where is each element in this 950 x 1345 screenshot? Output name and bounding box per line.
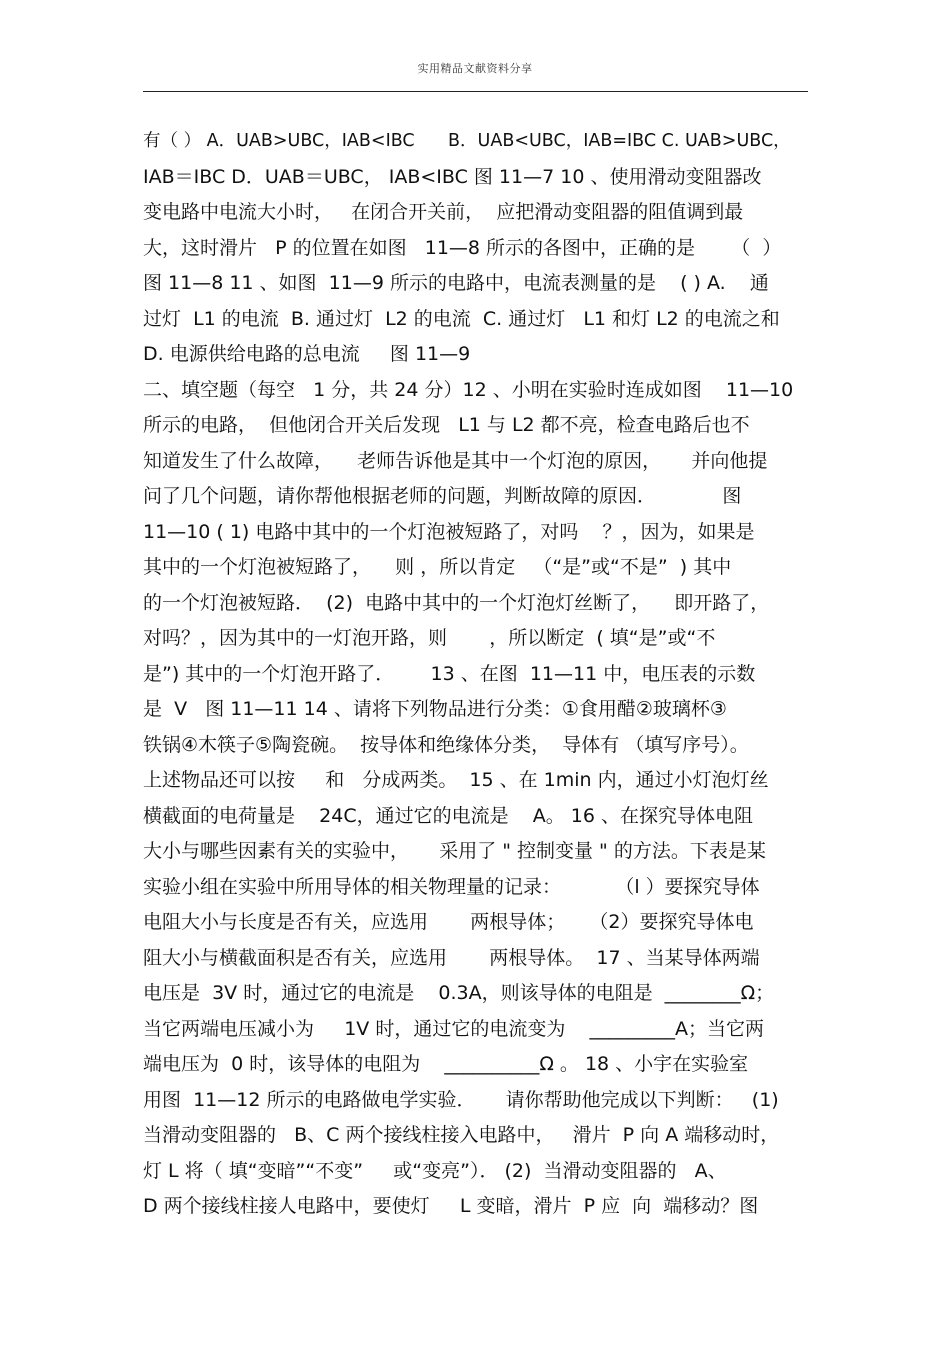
text-line: 横截面的电荷量是 24C，通过它的电流是 A。 16 、在探究导体电阻 xyxy=(143,804,754,827)
text-line: D 两个接线柱接人电路中，要使灯 L 变暗，滑片 P 应 向 端移动？图 xyxy=(143,1195,759,1217)
text-line: 用图 11—12 所示的电路做电学实验． 请你帮助他完成以下判断： (1) xyxy=(143,1088,779,1111)
text-line: 的一个灯泡被短路． (2) 电路中其中的一个灯泡灯丝断了， 即开路了， xyxy=(143,591,770,614)
text-line: 是”) 其中的一个灯泡开路了． 13 、在图 11—11 中，电压表的示数 xyxy=(143,662,756,685)
text-line: 知道发生了什么故障， 老师告诉他是其中一个灯泡的原因， 并向他提 xyxy=(143,449,768,472)
text-line: 端电压为 0 时，该导体的电阻为 __________Ω 。 18 、小宇在实验室 xyxy=(143,1053,749,1075)
header-divider xyxy=(143,91,808,92)
text-line: 11—10 ( 1) 电路中其中的一个灯泡被短路了，对吗 ？，因为，如果是 xyxy=(143,520,755,543)
text-line: 图 11—8 11 、如图 11—9 所示的电路中，电流表测量的是 ( ) A. 通 xyxy=(143,272,769,294)
text-line: 问了几个问题，请你帮他根据老师的问题，判断故障的原因． 图 xyxy=(143,485,742,507)
text-line: 对吗？，因为其中的一灯泡开路，则 ，所以断定 ( 填“是”或“不 xyxy=(143,627,716,649)
text-line: 二、填空题（每空 1 分，共 24 分）12 、小明在实验时连成如图 11—10 xyxy=(143,378,794,401)
text-line: 铁锅④木筷子⑤陶瓷碗。 按导体和绝缘体分类， 导体有 （填写序号）。 xyxy=(143,733,749,756)
text-line: 阻大小与横截面积是否有关，应选用 两根导体。 17 、当某导体两端 xyxy=(143,946,760,969)
text-line: IAB＝IBC D．UAB＝UBC， IAB<IBC 图 11—7 10 、使用滑动变阻器改 xyxy=(143,165,762,188)
text-line: 其中的一个灯泡被短路了， 则 ，所以肯定 （“是”或“不是” ) 其中 xyxy=(143,556,732,578)
text-line: 电阻大小与长度是否有关，应选用 两根导体； （2）要探究导体电 xyxy=(143,911,754,933)
text-line: 变电路中电流大小时， 在闭合开关前， 应把滑动变阻器的阻值调到最 xyxy=(143,201,744,223)
text-line: 电压是 3V 时，通过它的电流是 0.3A，则该导体的电阻是 ________Ω； xyxy=(143,982,775,1004)
text-line: D. 电源供给电路的总电流 图 11—9 xyxy=(143,343,471,365)
text-line: 所示的电路， 但他闭合开关后发现 L1 与 L2 都不亮，检查电路后也不 xyxy=(143,414,750,436)
page-header: 实用精品文献资料分享 xyxy=(417,62,533,75)
text-line: 上述物品还可以按 和 分成两类。 15 、在 1min 内，通过小灯泡灯丝 xyxy=(143,769,769,791)
document-body xyxy=(143,124,808,1225)
text-line: 实验小组在实验中所用导体的相关物理量的记录： （l ）要探究导体 xyxy=(143,875,760,898)
text-line: 大小与哪些因素有关的实验中， 采用了 " 控制变量 " 的方法。下表是某 xyxy=(143,840,766,862)
text-line: 过灯 L1 的电流 B. 通过灯 L2 的电流 C. 通过灯 L1 和灯 L2 的电流之和 xyxy=(143,307,780,330)
text-line: 是 V 图 11—11 14 、请将下列物品进行分类：①食用醋②玻璃杯③ xyxy=(143,698,727,720)
text-line: 灯 L 将（ 填“变暗”“不变” 或“变亮”）． (2) 当滑动变阻器的 A、 xyxy=(143,1159,727,1182)
text-line: 当它两端电压减小为 1V 时，通过它的电流变为 _________A；当它两 xyxy=(143,1017,764,1040)
text-line: 有（ ） A．UAB>UBC，IAB<IBC B．UAB<UBC，IAB=IBC C. UAB>UBC， xyxy=(143,131,791,151)
text-line: 大，这时滑片 P 的位置在如图 11—8 所示的各图中，正确的是 （ ） xyxy=(143,236,782,259)
text-line: 当滑动变阻器的 B、C 两个接线柱接入电路中， 滑片 P 向 A 端移动时， xyxy=(143,1124,780,1146)
